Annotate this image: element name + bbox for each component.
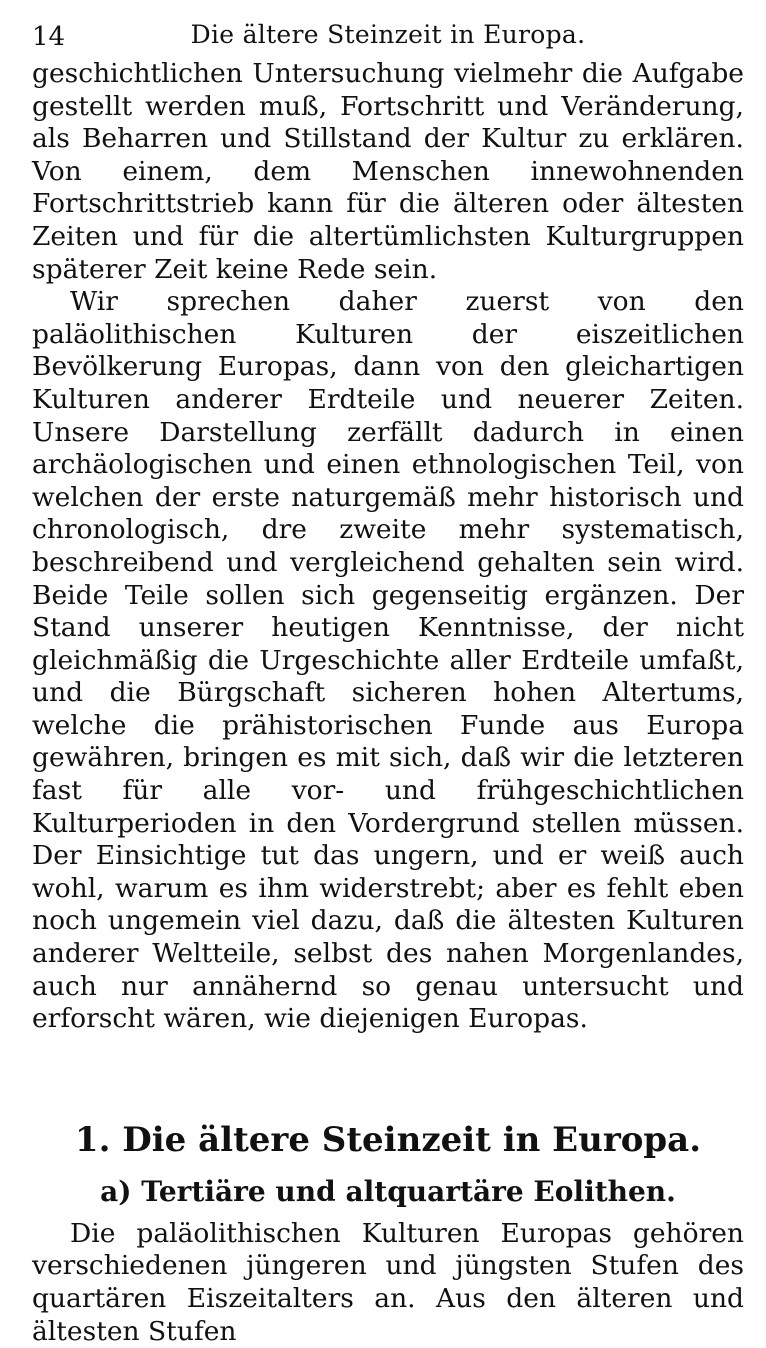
section-paragraph: Die paläolithischen Kulturen Europas gehören verschiedenen jüngeren und jüngsten Stufen des quartären Eiszeitalters an. Aus den älteren und ältesten Stufen <box>32 1217 744 1347</box>
page-number: 14 <box>32 22 66 52</box>
paragraph-continued: geschichtlichen Untersuchung vielmehr die Aufgabe gestellt werden muß, Fortschritt und Veränderung, als Beharren und Stillstand der Kultur zu erklären. Von einem, dem Menschen innewohnenden Fortschrittstrieb kann für die älteren oder ältesten Zeiten und für die altertümlichsten Kulturgruppen späterer Zeit keine Rede sein. <box>32 58 744 285</box>
subsection-heading: a) Tertiäre und altquartäre Eolithen. <box>100 1174 676 1208</box>
running-title: Die ältere Steinzeit in Europa. <box>190 20 586 49</box>
running-head <box>32 0 744 58</box>
section-heading: 1. Die ältere Steinzeit in Europa. <box>74 1119 702 1160</box>
body-text <box>32 58 744 1036</box>
paragraph: Wir sprechen daher zuerst von den paläolithischen Kulturen der eiszeitlichen Bevölkerung Europas, dann von den gleichartigen Kulturen anderer Erdteile und neuerer Zeiten. Unsere Darstellung zerfällt dadurch in einen archäologischen und einen ethnologischen Teil, von welchen der erste naturgemäß mehr historisch und chronologisch, dre zweite mehr systematisch, beschreibend und vergleichend gehalten sein wird. Beide Teile sollen sich gegenseitig ergänzen. Der Stand unserer heutigen Kenntnisse, der nicht gleichmäßig die Urgeschichte aller Erdteile umfaßt, und die Bürgschaft sicheren hohen Altertums, welche die prähistorischen Funde aus Europa gewähren, bringen es mit sich, daß wir die letzteren fast für alle vor- und frühgeschichtlichen Kulturperioden in den Vordergrund stellen müssen. Der Einsichtige tut das ungern, und er weiß auch wohl, warum es ihm widerstrebt; aber es fehlt eben noch ungemein viel dazu, daß die ältesten Kulturen anderer Weltteile, selbst des nahen Morgenlandes, auch nur annähernd so genau untersucht und erforscht wären, wie diejenigen Europas. <box>32 286 744 1035</box>
